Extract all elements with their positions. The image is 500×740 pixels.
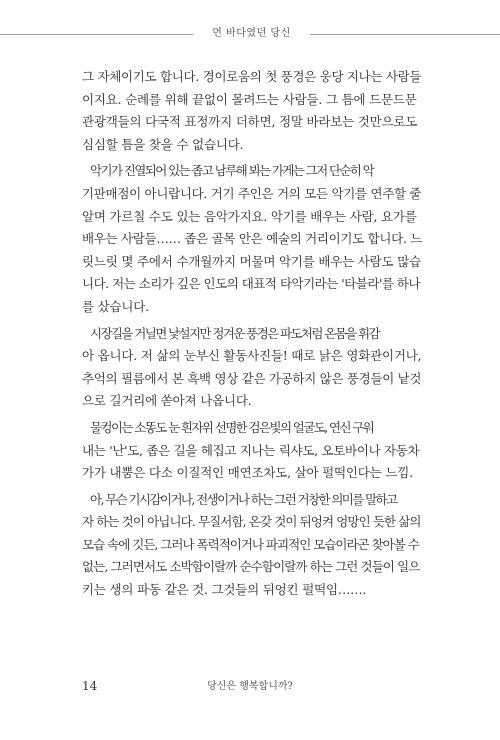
running-title: 먼 바다였던 당신 bbox=[212, 28, 291, 39]
paragraph-5 bbox=[82, 489, 422, 602]
body-text bbox=[82, 66, 422, 606]
text-line: 그 자체이기도 합니다. 경이로움의 첫 풍경은 웅당 지나는 사람들 bbox=[82, 69, 422, 84]
text-line: 기판매점이 아니랍니다. 거기 주인은 거의 모든 악기를 연주할 줄 bbox=[82, 185, 422, 201]
page-number: 14 bbox=[82, 679, 98, 693]
text-line: 가가 내뿜은 다소 이질적인 매연조차도, 살아 펄떡인다는 느낌. bbox=[82, 465, 413, 481]
paragraph-4 bbox=[82, 417, 422, 485]
paragraph-2 bbox=[82, 160, 422, 318]
text-line: 이지요. 순례를 위해 끝없이 몰려드는 사람들. 그 틈에 드문드문 bbox=[82, 91, 417, 107]
text-line: 심심할 틈을 찾을 수 없습니다. bbox=[82, 136, 244, 152]
text-line: 시장길을 거닐면 낯설지만 정겨운 풍경은 파도처럼 온몸을 휘감 bbox=[90, 325, 379, 341]
text-line: 악기가 진열되어 있는 좁고 남루해 뵈는 가게는 그저 단순히 악 bbox=[90, 163, 374, 179]
header-rule-right bbox=[310, 34, 500, 35]
text-line: 알며 가르칠 수도 있는 음악가지요. 악기를 배우는 사람, 요가를 bbox=[82, 208, 417, 224]
text-line: 를 샀습니다. bbox=[82, 298, 149, 314]
text-line: 물컹이는 소똥도 눈 흰자위 선명한 검은빛의 얼굴도, 연신 구워 bbox=[90, 419, 374, 435]
book-title: 당신은 행복합니까? bbox=[207, 681, 293, 692]
text-line: 아 옵니다. 저 삶의 눈부신 활동사진들! 때로 낡은 영화관이거나, bbox=[82, 348, 422, 364]
text-line: 니다. 저는 소리가 깊은 인도의 대표적 타악기라는 '타블라'를 하나 bbox=[82, 276, 421, 292]
text-line: 추억의 필름에서 본 흑백 영상 같은 가공하지 않은 풍경들이 낱것 bbox=[82, 370, 422, 386]
text-line: 아, 무슨 기시감이거나, 전생이거나 하는 그런 거창한 의미를 말하고 bbox=[90, 491, 397, 507]
text-line: 내는 '난'도, 좁은 길을 헤집고 지나는 릭샤도, 오토바이나 자동차 bbox=[82, 442, 420, 458]
paragraph-3 bbox=[82, 323, 422, 413]
running-header bbox=[0, 26, 500, 42]
header-rule-left bbox=[0, 34, 193, 35]
text-line: 관광객들의 다국적 표정까지 더하면, 정말 바라보는 것만으로도 bbox=[82, 114, 418, 130]
paragraph-1 bbox=[82, 66, 422, 156]
text-line: 릿느릿 몇 주에서 수개월까지 머물며 악기를 배우는 사람도 많습 bbox=[82, 253, 421, 269]
text-line: 자 하는 것이 아닙니다. 무질서함, 온갖 것이 뒤엉켜 엉망인 듯한 삶의 bbox=[82, 514, 421, 530]
text-line: 배우는 사람들…… 좁은 골목 안은 예술의 거리이기도 합니다. 느 bbox=[82, 231, 423, 247]
text-line: 없는, 그러면서도 소박함이랄까 순수함이랄까 하는 그런 것들이 일으 bbox=[82, 559, 420, 575]
text-line: 으로 길거리에 쏟아져 나옵니다. bbox=[82, 393, 252, 409]
text-line: 모습 속에 깃든, 그러나 폭력적이거나 파괴적인 모습이라곤 찾아볼 수 bbox=[82, 536, 419, 552]
text-line: 키는 생의 파동 같은 것. 그것들의 뒤엉킨 펄떡임……. bbox=[82, 582, 367, 598]
